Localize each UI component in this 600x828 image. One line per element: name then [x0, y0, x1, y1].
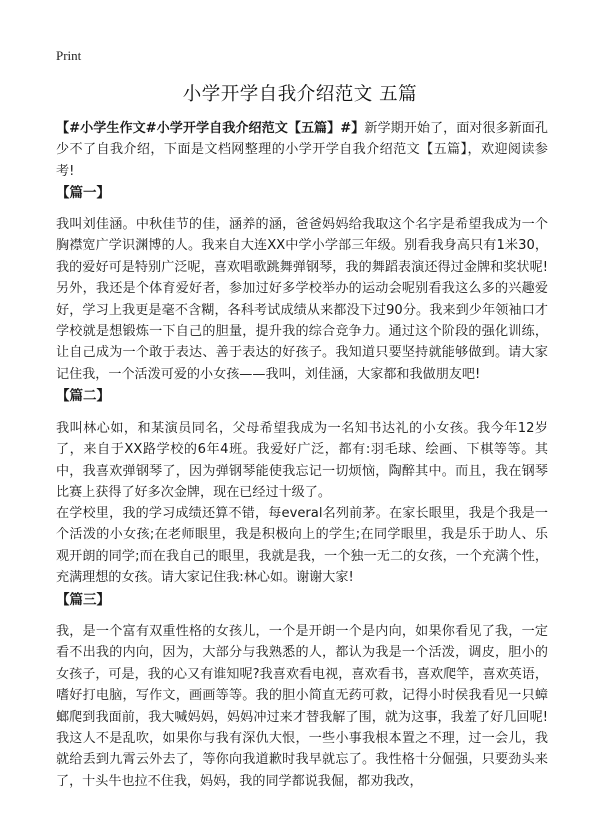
intro-tagline: 【#小学生作文#小学开学自我介绍范文【五篇】#】 — [56, 121, 365, 136]
section-3-paragraph-1: 我，是一个富有双重性格的女孩儿，一个是开朗一个是内向，如果你看见了我，一定看不出我的内向，因为，大部分与我熟悉的人，都认为我是一个活泼，调皮，胆小的女孩子，可是，我的心又有谁知呢?我喜欢看电视，喜欢看书，喜欢爬竿，喜欢英语，嗜好打电脑，写作文，画画等等。我的胆小简直无药可救，记得小时侯我看见一只蟑螂爬到我面前，我大喊妈妈，妈妈冲过来才替我解了围，就为这事，我羞了好几回呢!我这人不是乱吹，如果你与我有深仇大恨，一些小事我根本置之不理，过一会儿，我就给丢到九霄云外去了，等你向我道歉时我早就忘了。我性格十分倔强，只要劲头来了，十头牛也拉不住我，妈妈，我的同学都说我倔，都劝我改， — [56, 624, 548, 789]
intro-paragraph — [56, 118, 548, 182]
intro-text: 新学期开始了，面对很多新面孔少不了自我介绍，下面是文档网整理的小学开学自我介绍范文【五篇】，欢迎阅读参考! — [56, 121, 548, 179]
section-2-paragraph-1: 我叫林心如，和某演员同名，父母希望我成为一名知书达礼的小女孩。我今年12岁了，来自于XX路学校的6年4班。我爱好广泛，都有:羽毛球、绘画、下棋等等。其中，我喜欢弹钢琴了，因为弹钢琴能使我忘记一切烦恼，陶醉其中。而且，我在钢琴比赛上获得了好多次金牌，现在已经过十级了。 — [56, 421, 548, 501]
section-1-paragraph-1: 我叫刘佳涵。中秋佳节的佳，涵养的涵，爸爸妈妈给我取这个名字是希望我成为一个胸襟宽广学识渊博的人。我来自大连XX中学小学部三年级。别看我身高只有1米30，我的爱好可是特别广泛呢，喜欢唱歌跳舞弹钢琴，我的舞蹈表演还得过金牌和奖状呢!另外，我还是个体育爱好者，参加过好多学校举办的运动会呢别看我这么多的兴趣爱好，学习上我更是毫不含糊，各科考试成绩从来都没下过90分。我来到少年领袖口才学校就是想锻炼一下自己的胆量，提升我的综合竞争力。通过这个阶段的强化训练，让自己成为一个敢于表达、善于表达的好孩子。我知道只要坚持就能够做到。请大家记住我，一个活泼可爱的小女孩——我叫，刘佳涵，大家都和我做朋友吧! — [56, 217, 548, 382]
section-heading-2: 【篇二】 — [56, 388, 110, 404]
section-heading-1: 【篇一】 — [56, 185, 110, 201]
print-label: Print — [56, 48, 82, 63]
section-2-paragraph-2: 在学校里，我的学习成绩还算不错，每everal名列前茅。在家长眼里，我是个我是一个活泼的小女孩;在老师眼里，我是积极向上的学生;在同学眼里，我是乐于助人、乐观开朗的同学;而在我自己的眼里，我就是我，一个独一无二的女孩，一个充满个性，充满理想的女孩。请大家记住我:林心如。谢谢大家! — [56, 506, 548, 586]
page-title: 小学开学自我介绍范文 五篇 — [182, 84, 418, 105]
section-heading-3: 【篇三】 — [56, 592, 110, 608]
